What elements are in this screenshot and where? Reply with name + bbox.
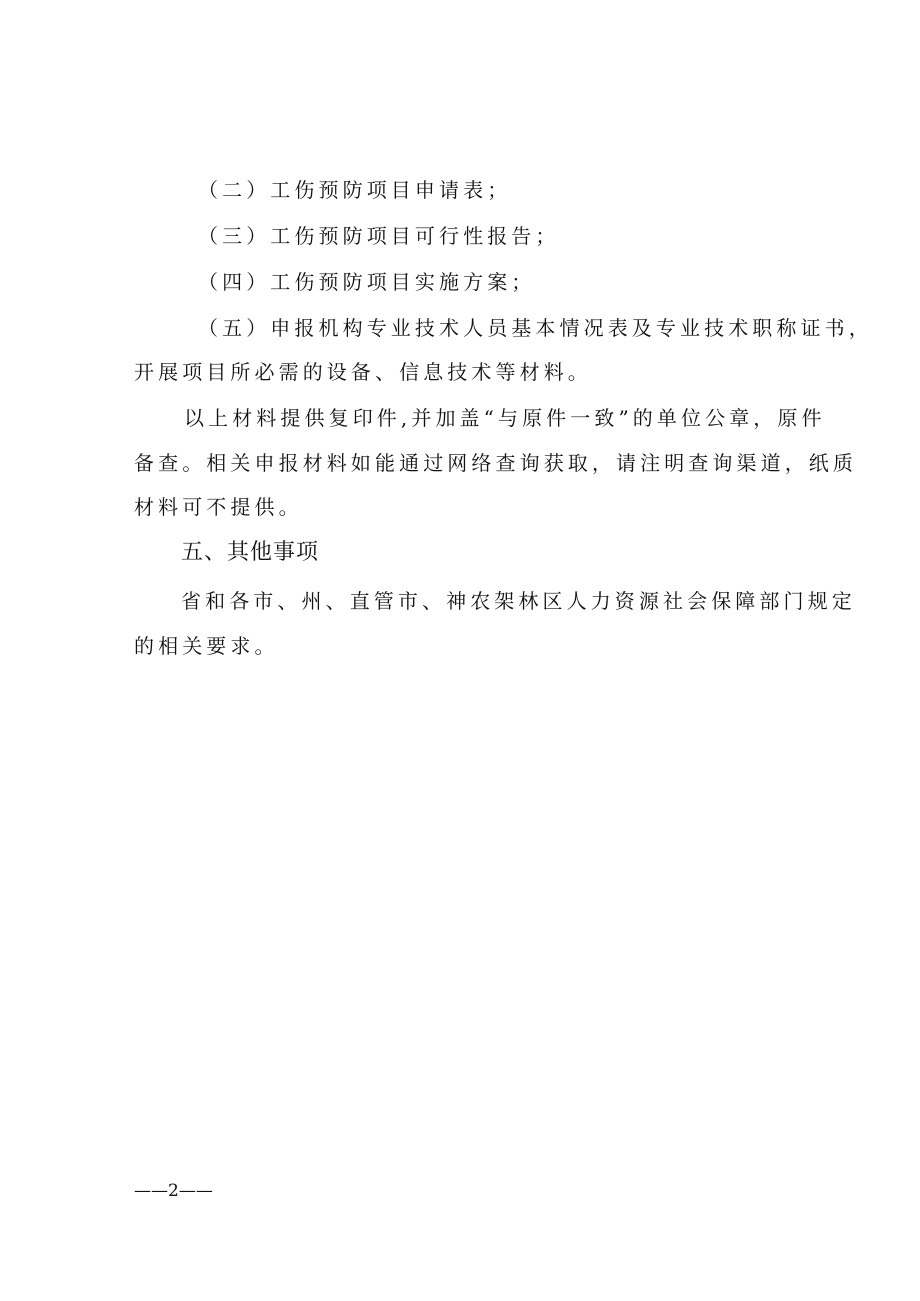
list-item-implementation-plan: （四）工伤预防项目实施方案； [198,270,536,294]
section-paragraph-line-1: 省和各市、州、直管市、神农架林区人力资源社会保障部门规定 [181,589,856,613]
list-item-application-form: （二）工伤预防项目申请表； [198,178,512,202]
note-paragraph-line-2: 备查。相关申报材料如能通过网络查询获取，请注明查询渠道，纸质 [134,451,857,475]
section-heading-other-matters: 五、其他事项 [181,540,320,565]
section-paragraph-line-2: 的相关要求。 [134,634,279,658]
list-item-technical-staff-continued: 开展项目所必需的设备、信息技术等材料。 [134,360,592,384]
list-item-feasibility-report: （三）工伤预防项目可行性报告； [198,224,560,248]
list-item-technical-staff: （五）申报机构专业技术人员基本情况表及专业技术职称证书， [198,316,873,340]
note-paragraph-line-1: 以上材料提供复印件,并加盖“与原件一致”的单位公章，原件 [184,406,826,430]
note-paragraph-line-3: 材料可不提供。 [134,495,303,519]
page-number: ——2—— [134,1181,213,1201]
